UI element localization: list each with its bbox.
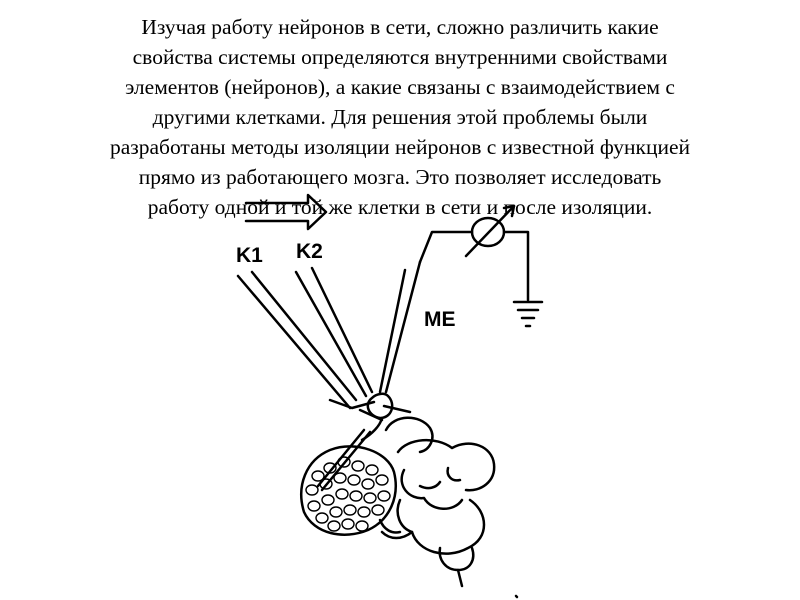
ground-icon bbox=[514, 302, 542, 326]
label-k2: K2 bbox=[296, 240, 323, 263]
current-arrow-icon bbox=[246, 195, 326, 229]
neuron-soma bbox=[362, 394, 392, 440]
microelectrode-me bbox=[380, 262, 420, 392]
cluster-cells bbox=[306, 457, 390, 531]
label-me: ME bbox=[424, 308, 456, 331]
paragraph-line-4: другими клетками. Для решения этой проблемы были bbox=[152, 105, 648, 129]
pipette-k1 bbox=[238, 272, 356, 408]
paragraph-line-6: прямо из работающего мозга. Это позволяет исследовать bbox=[138, 165, 662, 189]
label-k1: K1 bbox=[236, 244, 263, 267]
circuit-wire bbox=[420, 232, 528, 300]
paragraph-line-5: разработаны методы изоляции нейронов с известной функцией bbox=[109, 135, 691, 159]
ganglion-lobes bbox=[380, 418, 494, 586]
paragraph-line-3: элементов (нейронов), а какие связаны с взаимодействием с bbox=[125, 75, 675, 99]
paragraph-line-2: свойства системы определяются внутренними свойствами bbox=[132, 45, 668, 69]
pipette-k2 bbox=[296, 268, 372, 396]
tissue-dot bbox=[516, 596, 517, 597]
paragraph-line-1: Изучая работу нейронов в сети, сложно различить какие bbox=[141, 15, 659, 39]
paragraph-line-7: работу одной и той же клетки в сети и после изоляции. bbox=[147, 195, 653, 219]
